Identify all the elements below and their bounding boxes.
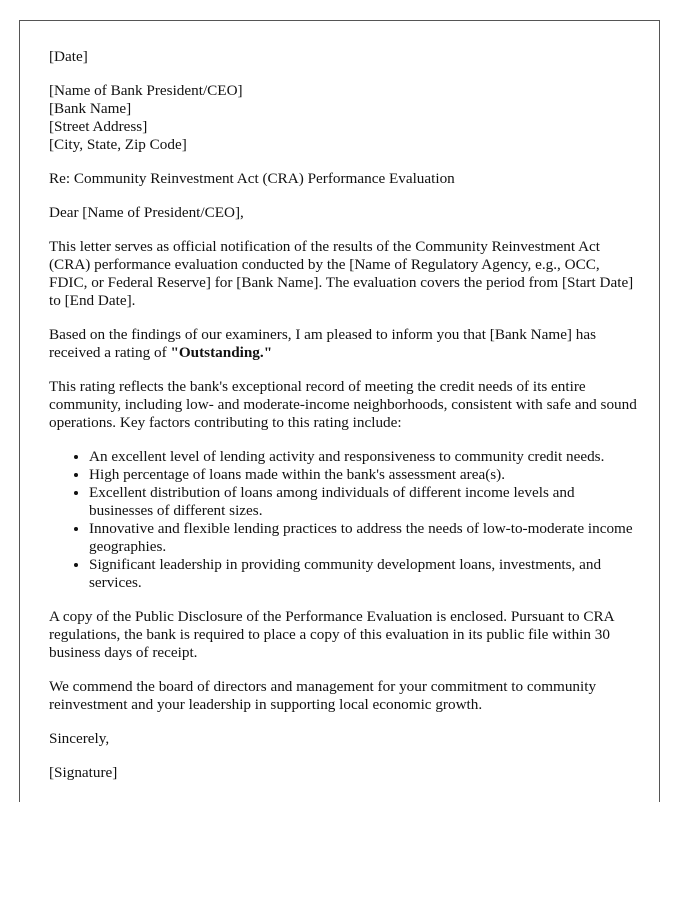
letter-body [49, 48, 639, 798]
paragraph-commendation: We commend the board of directors and management for your commitment to community reinvestment and your leadership in supporting local economic growth. [49, 678, 597, 713]
rating-value: "Outstanding." [170, 344, 273, 361]
rating-text: Based on the findings of our examiners, I am pleased to inform you that [Bank Name] has received a rating of [49, 326, 597, 361]
list-item: • Significant leadership in providing community development loans, investments, and services. [89, 556, 639, 592]
factors-list [49, 448, 639, 592]
recipient-city: [City, State, Zip Code] [49, 136, 187, 153]
list-item: • Innovative and flexible lending practices to address the needs of low-to-moderate income geographies. [89, 520, 639, 556]
subject-line: Re: Community Reinvestment Act (CRA) Performance Evaluation [49, 170, 455, 187]
letter-date: [Date] [49, 48, 88, 65]
list-item: • An excellent level of lending activity and responsiveness to community credit needs. [89, 448, 639, 466]
recipient-street: [Street Address] [49, 118, 148, 135]
closing: Sincerely, [49, 730, 110, 747]
salutation: Dear [Name of President/CEO], [49, 204, 244, 221]
paragraph-rating-reasons: This rating reflects the bank's exceptional record of meeting the credit needs of its entire community, including low- and moderate-income neighborhoods, consistent with safe and sound operations. Key factors contributing to this rating include: [49, 378, 637, 431]
paragraph-disclosure: A copy of the Public Disclosure of the Performance Evaluation is enclosed. Pursuant to CRA regulations, the bank is required to place a copy of this evaluation in its public file within 30 business days of receipt. [49, 608, 614, 661]
letter-page [19, 20, 660, 802]
recipient-name: [Name of Bank President/CEO] [49, 82, 243, 99]
recipient-bank: [Bank Name] [49, 100, 132, 117]
paragraph-notification: This letter serves as official notification of the results of the Community Reinvestment Act (CRA) performance evaluation conducted by the [Name of Regulatory Agency, e.g., OCC, FDIC, or Federal Reserve] for [Bank Name]. The evaluation covers the period from [Start Date] to [End Date]. [49, 238, 634, 309]
list-item: • High percentage of loans made within the bank's assessment area(s). [89, 466, 639, 484]
paragraph-rating [49, 326, 639, 362]
list-item: • Excellent distribution of loans among individuals of different income levels and businesses of different sizes. [89, 484, 639, 520]
recipient-address [49, 82, 639, 154]
signature-placeholder: [Signature] [49, 764, 118, 781]
